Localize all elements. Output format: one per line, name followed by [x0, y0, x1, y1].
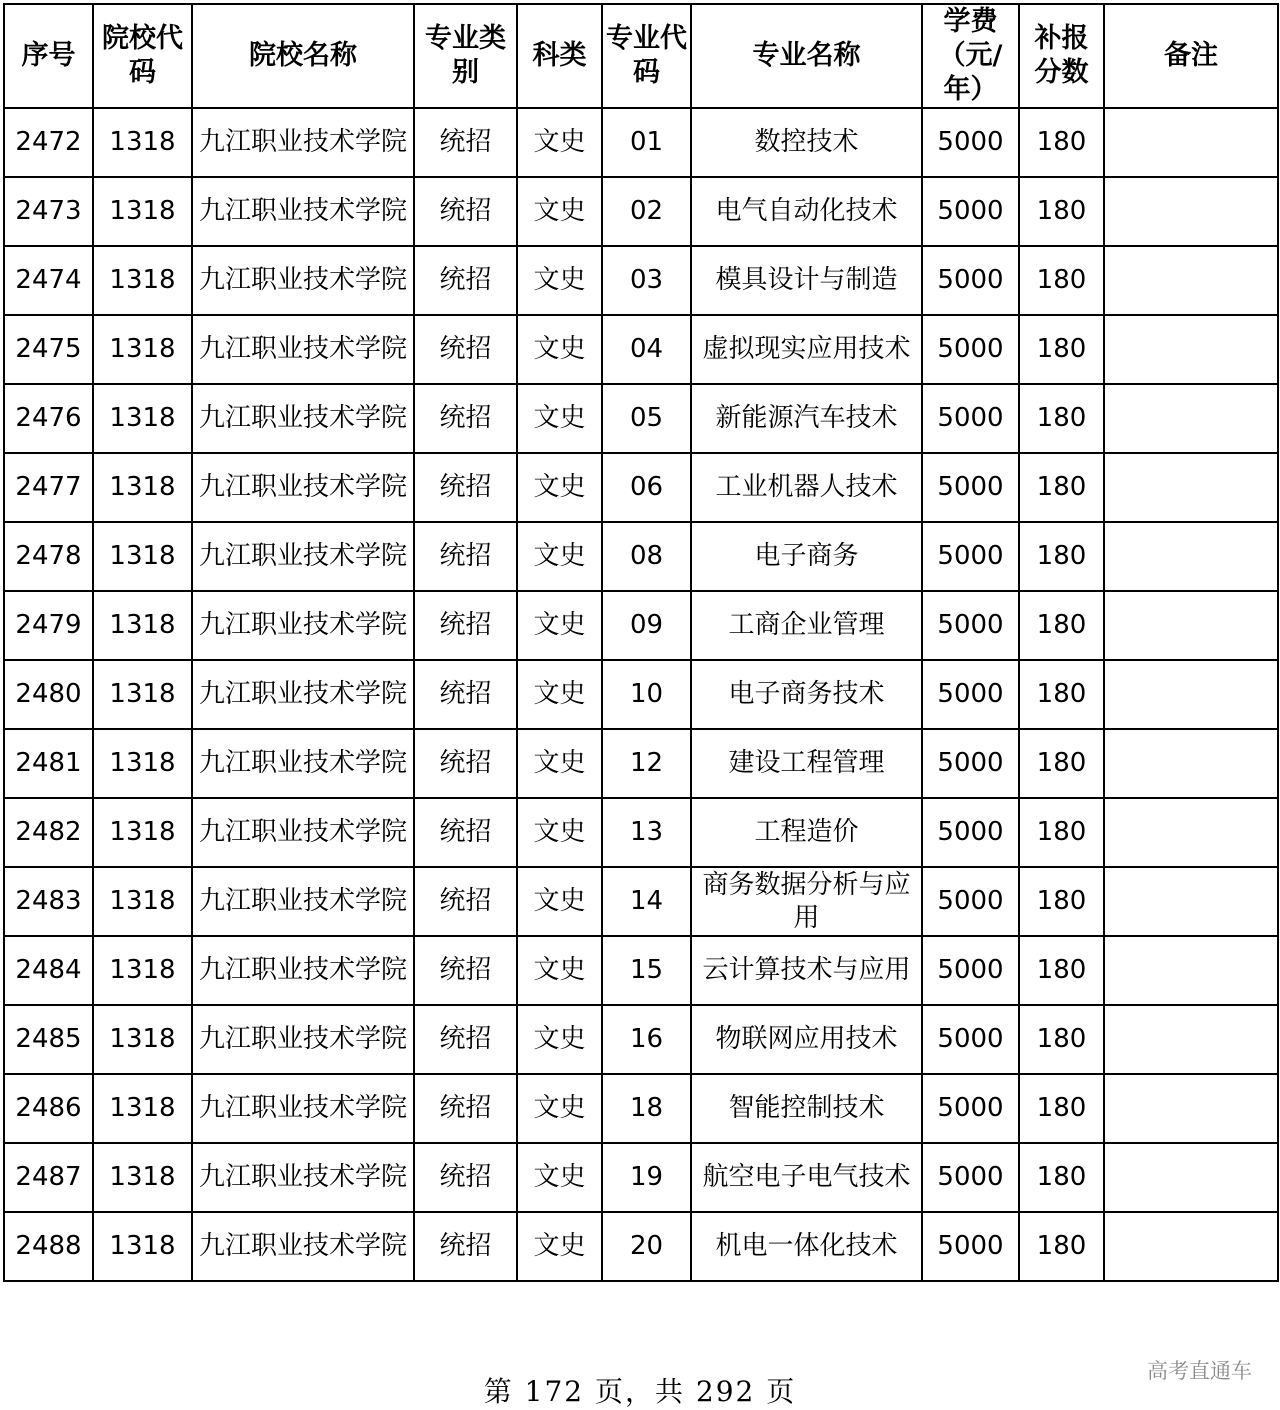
table-row — [4, 660, 1278, 729]
header-major-code: 专业代码 — [602, 4, 691, 108]
cell-subject: 文史 — [517, 798, 602, 867]
cell-remark — [1104, 315, 1278, 384]
table-row — [4, 1005, 1278, 1074]
cell-seq: 2483 — [4, 867, 93, 936]
cell-major-name: 物联网应用技术 — [691, 1005, 922, 1074]
cell-major-code: 03 — [602, 246, 691, 315]
cell-category: 统招 — [414, 1074, 517, 1143]
cell-major-code: 04 — [602, 315, 691, 384]
cell-score: 180 — [1019, 522, 1104, 591]
cell-category: 统招 — [414, 936, 517, 1005]
cell-seq: 2485 — [4, 1005, 93, 1074]
cell-seq: 2488 — [4, 1212, 93, 1281]
cell-tuition: 5000 — [922, 315, 1019, 384]
cell-school-name: 九江职业技术学院 — [192, 1074, 414, 1143]
cell-school-code: 1318 — [93, 1212, 192, 1281]
cell-school-name: 九江职业技术学院 — [192, 315, 414, 384]
cell-major-code: 08 — [602, 522, 691, 591]
cell-tuition: 5000 — [922, 1143, 1019, 1212]
cell-major-code: 02 — [602, 177, 691, 246]
cell-remark — [1104, 798, 1278, 867]
cell-major-name: 航空电子电气技术 — [691, 1143, 922, 1212]
cell-seq: 2476 — [4, 384, 93, 453]
cell-score: 180 — [1019, 384, 1104, 453]
cell-seq: 2474 — [4, 246, 93, 315]
cell-remark — [1104, 591, 1278, 660]
cell-subject: 文史 — [517, 453, 602, 522]
cell-category: 统招 — [414, 315, 517, 384]
cell-tuition: 5000 — [922, 246, 1019, 315]
cell-major-name: 电子商务 — [691, 522, 922, 591]
cell-subject: 文史 — [517, 1005, 602, 1074]
cell-category: 统招 — [414, 108, 517, 177]
cell-tuition: 5000 — [922, 453, 1019, 522]
cell-tuition: 5000 — [922, 177, 1019, 246]
cell-major-code: 14 — [602, 867, 691, 936]
cell-major-name: 数控技术 — [691, 108, 922, 177]
cell-subject: 文史 — [517, 246, 602, 315]
cell-school-code: 1318 — [93, 246, 192, 315]
cell-remark — [1104, 453, 1278, 522]
cell-score: 180 — [1019, 1074, 1104, 1143]
cell-major-name: 电子商务技术 — [691, 660, 922, 729]
table-row — [4, 591, 1278, 660]
cell-subject: 文史 — [517, 867, 602, 936]
cell-category: 统招 — [414, 729, 517, 798]
cell-major-name: 新能源汽车技术 — [691, 384, 922, 453]
cell-seq: 2475 — [4, 315, 93, 384]
cell-subject: 文史 — [517, 1212, 602, 1281]
cell-school-name: 九江职业技术学院 — [192, 867, 414, 936]
cell-category: 统招 — [414, 522, 517, 591]
cell-tuition: 5000 — [922, 867, 1019, 936]
cell-remark — [1104, 660, 1278, 729]
cell-score: 180 — [1019, 591, 1104, 660]
cell-remark — [1104, 246, 1278, 315]
cell-subject: 文史 — [517, 384, 602, 453]
cell-category: 统招 — [414, 1005, 517, 1074]
cell-category: 统招 — [414, 246, 517, 315]
cell-seq: 2481 — [4, 729, 93, 798]
cell-school-code: 1318 — [93, 591, 192, 660]
cell-seq: 2478 — [4, 522, 93, 591]
cell-remark — [1104, 729, 1278, 798]
header-school-code: 院校代码 — [93, 4, 192, 108]
cell-tuition: 5000 — [922, 522, 1019, 591]
cell-major-code: 06 — [602, 453, 691, 522]
cell-score: 180 — [1019, 108, 1104, 177]
cell-remark — [1104, 867, 1278, 936]
cell-remark — [1104, 1074, 1278, 1143]
watermark: 高考直通车 — [1147, 1359, 1252, 1383]
cell-major-name: 智能控制技术 — [691, 1074, 922, 1143]
cell-school-code: 1318 — [93, 1143, 192, 1212]
cell-category: 统招 — [414, 384, 517, 453]
cell-score: 180 — [1019, 1143, 1104, 1212]
header-remark: 备注 — [1104, 4, 1278, 108]
cell-major-name: 工商企业管理 — [691, 591, 922, 660]
table-row — [4, 1074, 1278, 1143]
cell-school-name: 九江职业技术学院 — [192, 1143, 414, 1212]
cell-tuition: 5000 — [922, 660, 1019, 729]
header-major-name: 专业名称 — [691, 4, 922, 108]
admissions-table — [3, 3, 1279, 1282]
cell-school-code: 1318 — [93, 177, 192, 246]
table-row — [4, 315, 1278, 384]
cell-seq: 2472 — [4, 108, 93, 177]
cell-tuition: 5000 — [922, 729, 1019, 798]
cell-score: 180 — [1019, 798, 1104, 867]
table-body — [4, 108, 1278, 1281]
cell-major-code: 05 — [602, 384, 691, 453]
cell-subject: 文史 — [517, 729, 602, 798]
cell-remark — [1104, 936, 1278, 1005]
table-row — [4, 729, 1278, 798]
cell-score: 180 — [1019, 1005, 1104, 1074]
table-row — [4, 453, 1278, 522]
cell-tuition: 5000 — [922, 384, 1019, 453]
cell-major-code: 10 — [602, 660, 691, 729]
table-row — [4, 1143, 1278, 1212]
header-school-name: 院校名称 — [192, 4, 414, 108]
header-row — [4, 4, 1278, 108]
cell-seq: 2486 — [4, 1074, 93, 1143]
cell-category: 统招 — [414, 867, 517, 936]
cell-school-name: 九江职业技术学院 — [192, 384, 414, 453]
cell-school-code: 1318 — [93, 936, 192, 1005]
table-row — [4, 867, 1278, 936]
cell-remark — [1104, 1005, 1278, 1074]
cell-seq: 2477 — [4, 453, 93, 522]
cell-score: 180 — [1019, 729, 1104, 798]
cell-seq: 2480 — [4, 660, 93, 729]
cell-category: 统招 — [414, 177, 517, 246]
table-row — [4, 108, 1278, 177]
cell-major-code: 15 — [602, 936, 691, 1005]
cell-subject: 文史 — [517, 1143, 602, 1212]
cell-tuition: 5000 — [922, 798, 1019, 867]
table-row — [4, 177, 1278, 246]
cell-major-name: 虚拟现实应用技术 — [691, 315, 922, 384]
cell-remark — [1104, 1212, 1278, 1281]
cell-subject: 文史 — [517, 315, 602, 384]
cell-remark — [1104, 1143, 1278, 1212]
cell-remark — [1104, 384, 1278, 453]
table-row — [4, 798, 1278, 867]
cell-tuition: 5000 — [922, 1212, 1019, 1281]
cell-major-code: 19 — [602, 1143, 691, 1212]
cell-score: 180 — [1019, 660, 1104, 729]
cell-major-name: 电气自动化技术 — [691, 177, 922, 246]
cell-school-code: 1318 — [93, 1005, 192, 1074]
cell-school-code: 1318 — [93, 729, 192, 798]
cell-subject: 文史 — [517, 936, 602, 1005]
table-row — [4, 246, 1278, 315]
table-row — [4, 384, 1278, 453]
cell-major-name: 商务数据分析与应用 — [691, 867, 922, 936]
cell-remark — [1104, 177, 1278, 246]
cell-school-code: 1318 — [93, 108, 192, 177]
cell-tuition: 5000 — [922, 1074, 1019, 1143]
cell-school-name: 九江职业技术学院 — [192, 729, 414, 798]
table-header — [4, 4, 1278, 108]
cell-category: 统招 — [414, 591, 517, 660]
cell-school-name: 九江职业技术学院 — [192, 177, 414, 246]
cell-score: 180 — [1019, 936, 1104, 1005]
cell-school-name: 九江职业技术学院 — [192, 453, 414, 522]
cell-score: 180 — [1019, 246, 1104, 315]
cell-tuition: 5000 — [922, 591, 1019, 660]
cell-school-code: 1318 — [93, 453, 192, 522]
header-subject: 科类 — [517, 4, 602, 108]
cell-major-name: 建设工程管理 — [691, 729, 922, 798]
cell-subject: 文史 — [517, 177, 602, 246]
cell-score: 180 — [1019, 177, 1104, 246]
cell-school-code: 1318 — [93, 660, 192, 729]
cell-remark — [1104, 522, 1278, 591]
cell-tuition: 5000 — [922, 936, 1019, 1005]
cell-score: 180 — [1019, 315, 1104, 384]
cell-score: 180 — [1019, 867, 1104, 936]
cell-subject: 文史 — [517, 522, 602, 591]
cell-major-name: 工程造价 — [691, 798, 922, 867]
cell-school-name: 九江职业技术学院 — [192, 108, 414, 177]
page-footer: 第 172 页，共 292 页 — [483, 1375, 797, 1408]
cell-major-name: 机电一体化技术 — [691, 1212, 922, 1281]
cell-major-code: 01 — [602, 108, 691, 177]
cell-major-code: 12 — [602, 729, 691, 798]
header-score: 补报分数 — [1019, 4, 1104, 108]
cell-major-code: 09 — [602, 591, 691, 660]
header-seq: 序号 — [4, 4, 93, 108]
cell-seq: 2473 — [4, 177, 93, 246]
cell-school-code: 1318 — [93, 798, 192, 867]
cell-major-name: 模具设计与制造 — [691, 246, 922, 315]
cell-school-name: 九江职业技术学院 — [192, 1005, 414, 1074]
cell-seq: 2479 — [4, 591, 93, 660]
cell-seq: 2487 — [4, 1143, 93, 1212]
cell-school-name: 九江职业技术学院 — [192, 798, 414, 867]
cell-category: 统招 — [414, 1212, 517, 1281]
cell-major-name: 云计算技术与应用 — [691, 936, 922, 1005]
table-row — [4, 522, 1278, 591]
cell-tuition: 5000 — [922, 1005, 1019, 1074]
cell-school-name: 九江职业技术学院 — [192, 1212, 414, 1281]
cell-school-name: 九江职业技术学院 — [192, 660, 414, 729]
cell-subject: 文史 — [517, 660, 602, 729]
cell-score: 180 — [1019, 1212, 1104, 1281]
cell-school-code: 1318 — [93, 867, 192, 936]
table-row — [4, 1212, 1278, 1281]
cell-subject: 文史 — [517, 591, 602, 660]
cell-category: 统招 — [414, 660, 517, 729]
cell-tuition: 5000 — [922, 108, 1019, 177]
cell-category: 统招 — [414, 1143, 517, 1212]
cell-category: 统招 — [414, 798, 517, 867]
cell-school-code: 1318 — [93, 522, 192, 591]
header-tuition: 学费（元/年） — [922, 4, 1019, 108]
header-category: 专业类别 — [414, 4, 517, 108]
cell-score: 180 — [1019, 453, 1104, 522]
cell-subject: 文史 — [517, 1074, 602, 1143]
cell-school-code: 1318 — [93, 1074, 192, 1143]
cell-school-code: 1318 — [93, 384, 192, 453]
cell-remark — [1104, 108, 1278, 177]
cell-school-name: 九江职业技术学院 — [192, 591, 414, 660]
cell-major-name: 工业机器人技术 — [691, 453, 922, 522]
cell-seq: 2482 — [4, 798, 93, 867]
cell-major-code: 18 — [602, 1074, 691, 1143]
cell-seq: 2484 — [4, 936, 93, 1005]
cell-category: 统招 — [414, 453, 517, 522]
cell-school-name: 九江职业技术学院 — [192, 936, 414, 1005]
cell-major-code: 13 — [602, 798, 691, 867]
cell-subject: 文史 — [517, 108, 602, 177]
cell-major-code: 16 — [602, 1005, 691, 1074]
cell-school-name: 九江职业技术学院 — [192, 522, 414, 591]
cell-major-code: 20 — [602, 1212, 691, 1281]
cell-school-name: 九江职业技术学院 — [192, 246, 414, 315]
table-row — [4, 936, 1278, 1005]
cell-school-code: 1318 — [93, 315, 192, 384]
